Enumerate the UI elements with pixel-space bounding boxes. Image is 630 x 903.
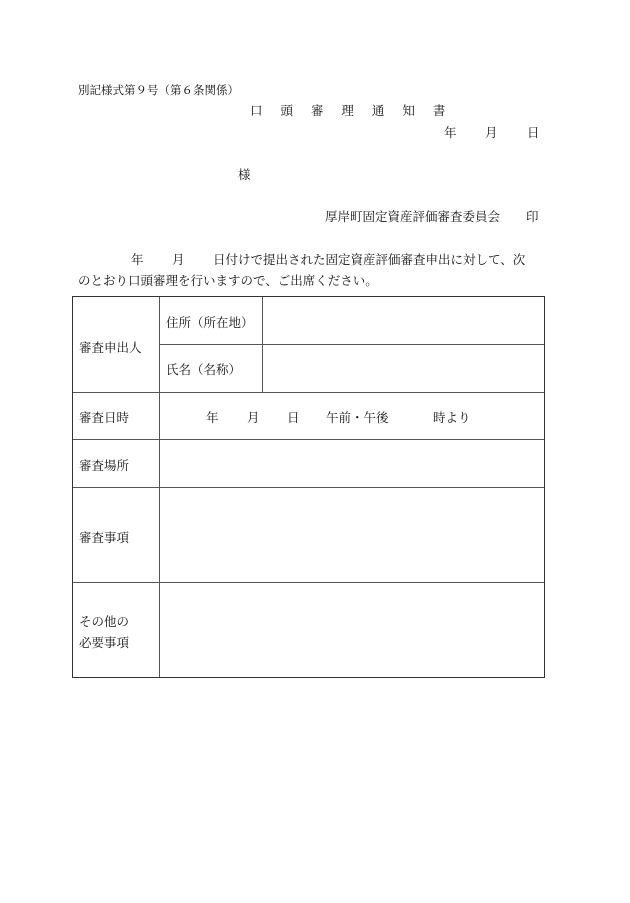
issue-date-day: 日 [527,125,540,140]
body-line1-rest: 日付けで提出された固定資産評価審査申出に対して、次 [213,252,526,267]
matters-label: 審査事項 [79,530,130,545]
other-label-line2: 必要事項 [79,635,130,650]
place-label: 審査場所 [79,458,130,473]
datetime-ampm: 午前・午後 [326,410,389,425]
row-divider-address [159,344,544,345]
applicant-label: 審査申出人 [79,340,142,355]
datetime-from: 時より [433,410,471,425]
datetime-label: 審査日時 [79,410,130,425]
document-title: 口 頭 審 理 通 知 書 [250,103,453,118]
issuer-name: 厚岸町固定資産評価審査委員会 [325,209,501,224]
other-label-line1: その他の [79,614,130,629]
row-divider-matters [73,582,544,583]
address-label: 住所（所在地） [166,315,254,330]
addressee-suffix: 様 [238,167,251,182]
issue-date-year: 年 [444,125,457,140]
body-year: 年 [131,252,144,267]
body-line2: のとおり口頭審理を行いますので、ご出席ください。 [78,273,378,288]
seal-mark: 印 [526,209,539,224]
row-divider-place [73,487,544,488]
body-month: 月 [172,252,185,267]
form-number: 別記様式第９号（第６条関係） [78,83,239,97]
datetime-year: 年 [206,410,219,425]
row-divider-applicant [73,392,544,393]
name-label: 氏名（名称） [166,362,242,377]
row-divider-datetime [73,439,544,440]
issue-date-month: 月 [485,125,498,140]
datetime-day: 日 [287,410,300,425]
hearing-form-table [72,296,545,678]
datetime-month: 月 [247,410,260,425]
